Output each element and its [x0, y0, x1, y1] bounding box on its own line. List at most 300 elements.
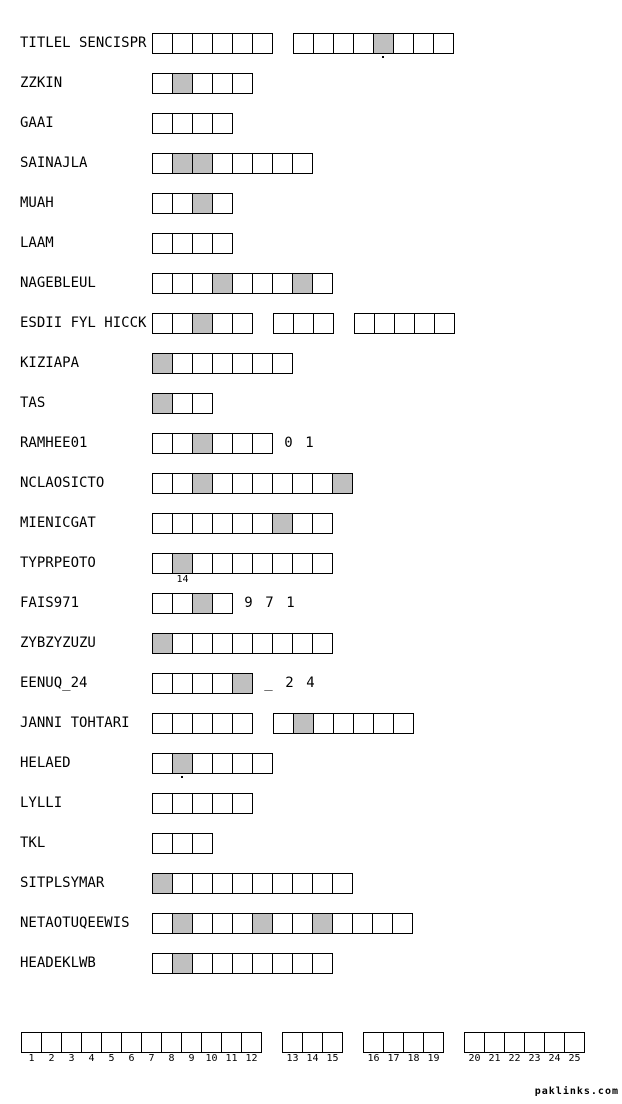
letter-box[interactable]: [292, 553, 313, 574]
puzzle-row: [20, 793, 253, 814]
answer-box[interactable]: [564, 1032, 585, 1053]
letter-box-shaded[interactable]: [172, 953, 193, 974]
letter-boxes-group: [152, 73, 253, 94]
letter-box[interactable]: [172, 513, 193, 534]
letter-box[interactable]: [192, 73, 213, 94]
letter-box[interactable]: [192, 273, 213, 294]
puzzle-row: [20, 433, 320, 454]
answer-number-label: 13: [286, 1053, 299, 1064]
answer-number-label: 8: [168, 1053, 175, 1064]
letter-box[interactable]: [352, 913, 373, 934]
letter-box[interactable]: [212, 953, 233, 974]
letter-box[interactable]: [272, 873, 293, 894]
letter-box[interactable]: [232, 553, 253, 574]
letter-box-shaded[interactable]: [192, 313, 213, 334]
clue-label: NETAOTUQEEWIS: [20, 915, 130, 931]
letter-boxes-group: [152, 913, 413, 934]
letter-box[interactable]: [232, 73, 253, 94]
letter-box[interactable]: [312, 513, 333, 534]
letter-box[interactable]: [313, 713, 334, 734]
letter-box[interactable]: [212, 33, 233, 54]
letter-boxes: [152, 113, 233, 134]
letter-box[interactable]: [232, 473, 253, 494]
letter-box-shaded[interactable]: [192, 193, 213, 214]
answer-number-label: 25: [568, 1053, 581, 1064]
answer-box[interactable]: [181, 1032, 202, 1053]
letter-box[interactable]: [433, 33, 454, 54]
letter-boxes: [152, 313, 455, 334]
letter-box-shaded[interactable]: [152, 873, 173, 894]
letter-box[interactable]: [333, 713, 354, 734]
letter-box[interactable]: [152, 113, 173, 134]
letter-box[interactable]: [212, 513, 233, 534]
answer-box[interactable]: [322, 1032, 343, 1053]
letter-boxes-group: [152, 833, 213, 854]
letter-box[interactable]: [232, 273, 253, 294]
letter-box-shaded[interactable]: [272, 513, 293, 534]
answer-number-label: 10: [205, 1053, 218, 1064]
letter-box[interactable]: [152, 313, 173, 334]
letter-boxes-group: [152, 193, 233, 214]
answer-number-label: 7: [148, 1053, 155, 1064]
letter-box[interactable]: [272, 273, 293, 294]
letter-box[interactable]: [172, 673, 193, 694]
letter-box[interactable]: [152, 753, 173, 774]
answer-box[interactable]: [403, 1032, 424, 1053]
puzzle-row: [20, 553, 333, 585]
letter-box[interactable]: [172, 273, 193, 294]
letter-box[interactable]: [272, 353, 293, 374]
letter-box[interactable]: [212, 153, 233, 174]
letter-box[interactable]: [192, 913, 213, 934]
letter-box-shaded[interactable]: [192, 593, 213, 614]
letter-box[interactable]: [413, 33, 434, 54]
letter-box[interactable]: [212, 313, 233, 334]
letter-box[interactable]: [272, 953, 293, 974]
letter-box[interactable]: [392, 913, 413, 934]
clue-label: ZYBZYZUZU: [20, 635, 96, 651]
letter-box[interactable]: [172, 113, 193, 134]
answer-strip-group: [21, 1032, 262, 1065]
answer-box[interactable]: [121, 1032, 142, 1053]
letter-box[interactable]: [232, 873, 253, 894]
answer-box[interactable]: [21, 1032, 42, 1053]
letter-box-shaded[interactable]: [332, 473, 353, 494]
puzzle-row: [20, 753, 273, 774]
letter-box-shaded[interactable]: [172, 73, 193, 94]
letter-box[interactable]: [373, 713, 394, 734]
puzzle-row: [20, 73, 253, 94]
answer-number-label: 1: [28, 1053, 35, 1064]
clue-label: JANNI TOHTARI: [20, 715, 130, 731]
clue-label: SITPLSYMAR: [20, 875, 105, 891]
letter-box[interactable]: [172, 393, 193, 414]
letter-box[interactable]: [252, 633, 273, 654]
box-number-label: 14: [176, 574, 189, 585]
letter-box[interactable]: [152, 193, 173, 214]
letter-box[interactable]: [152, 793, 173, 814]
letter-boxes-group: [152, 713, 253, 734]
letter-box-shaded[interactable]: [152, 633, 173, 654]
hint-character: 7: [265, 595, 274, 611]
puzzle-row: [20, 513, 333, 534]
letter-box[interactable]: [252, 273, 273, 294]
answer-box[interactable]: [383, 1032, 404, 1053]
answer-box[interactable]: [282, 1032, 303, 1053]
letter-box[interactable]: [172, 33, 193, 54]
letter-box[interactable]: [272, 153, 293, 174]
answer-box[interactable]: [504, 1032, 525, 1053]
letter-box[interactable]: [152, 553, 173, 574]
letter-box[interactable]: [212, 713, 233, 734]
letter-box[interactable]: [152, 33, 173, 54]
letter-box[interactable]: [212, 873, 233, 894]
answer-numbers: [282, 1053, 343, 1065]
answer-number-label: 23: [528, 1053, 541, 1064]
letter-boxes-group: [293, 33, 454, 54]
letter-box[interactable]: [252, 553, 273, 574]
answer-number-label: 16: [367, 1053, 380, 1064]
puzzle-row: [20, 953, 333, 974]
letter-box[interactable]: [374, 313, 395, 334]
letter-box[interactable]: [152, 673, 173, 694]
clue-label: TITLEL SENCISPR: [20, 35, 147, 51]
letter-box[interactable]: [152, 593, 173, 614]
letter-boxes-group: [152, 593, 233, 614]
letter-box-shaded[interactable]: [192, 473, 213, 494]
answer-number-label: 5: [108, 1053, 115, 1064]
letter-box[interactable]: [212, 673, 233, 694]
letter-box[interactable]: [292, 873, 313, 894]
answer-number-label: 12: [245, 1053, 258, 1064]
hint-character: 0: [284, 435, 293, 451]
letter-box[interactable]: [252, 153, 273, 174]
letter-box[interactable]: [232, 313, 253, 334]
letter-box[interactable]: [312, 273, 333, 294]
letter-box-shaded[interactable]: [152, 393, 173, 414]
hint-character: 9: [244, 595, 253, 611]
letter-box[interactable]: [313, 313, 334, 334]
letter-box[interactable]: [273, 713, 294, 734]
letter-box[interactable]: [172, 793, 193, 814]
clue-label: TYPRPEOTO: [20, 555, 96, 571]
letter-box[interactable]: [292, 953, 313, 974]
letter-box[interactable]: [312, 633, 333, 654]
puzzle-row: [20, 353, 293, 374]
answer-number-label: 6: [128, 1053, 135, 1064]
letter-boxes: [152, 473, 353, 494]
letter-box[interactable]: [292, 153, 313, 174]
answer-number-label: 20: [468, 1053, 481, 1064]
letter-box[interactable]: [353, 713, 374, 734]
letter-box-shaded[interactable]: [172, 153, 193, 174]
letter-box[interactable]: [252, 33, 273, 54]
letter-box[interactable]: [393, 713, 414, 734]
letter-box[interactable]: [272, 553, 293, 574]
letter-boxes-group: [152, 553, 333, 585]
letter-box[interactable]: [414, 313, 435, 334]
letter-box[interactable]: [192, 353, 213, 374]
letter-box-shaded[interactable]: [252, 913, 273, 934]
letter-box[interactable]: [232, 753, 253, 774]
letter-boxes: [152, 233, 233, 254]
letter-boxes-group: [152, 793, 253, 814]
letter-box[interactable]: [152, 273, 173, 294]
letter-box-shaded[interactable]: [292, 273, 313, 294]
letter-box[interactable]: [152, 153, 173, 174]
puzzle-row: [20, 873, 353, 894]
letter-box[interactable]: [232, 353, 253, 374]
answer-box[interactable]: [41, 1032, 62, 1053]
answer-box[interactable]: [464, 1032, 485, 1053]
letter-box[interactable]: [172, 313, 193, 334]
clue-label: LAAM: [20, 235, 54, 251]
letter-box[interactable]: [152, 233, 173, 254]
punctuation-dot: [382, 56, 384, 58]
letter-box[interactable]: [232, 153, 253, 174]
letter-box[interactable]: [152, 73, 173, 94]
letter-box[interactable]: [252, 433, 273, 454]
letter-box[interactable]: [354, 313, 375, 334]
clue-label: ESDII FYL HICCK: [20, 315, 147, 331]
answer-box[interactable]: [302, 1032, 323, 1053]
letter-box-shaded[interactable]: [312, 913, 333, 934]
letter-box[interactable]: [394, 313, 415, 334]
puzzle-row: [20, 633, 333, 654]
letter-box-shaded[interactable]: [172, 553, 193, 574]
letter-box[interactable]: [232, 953, 253, 974]
letter-box[interactable]: [192, 233, 213, 254]
letter-boxes: [152, 73, 253, 94]
letter-box[interactable]: [212, 473, 233, 494]
letter-boxes: [152, 953, 333, 974]
letter-box[interactable]: [192, 553, 213, 574]
letter-box[interactable]: [232, 793, 253, 814]
letter-box-shaded[interactable]: [172, 753, 193, 774]
hint-characters: [278, 433, 320, 454]
letter-box[interactable]: [192, 953, 213, 974]
letter-box[interactable]: [293, 33, 314, 54]
letter-box[interactable]: [192, 513, 213, 534]
clue-label: NAGEBLEUL: [20, 275, 96, 291]
letter-box-shaded[interactable]: [373, 33, 394, 54]
letter-box[interactable]: [232, 33, 253, 54]
answer-box[interactable]: [101, 1032, 122, 1053]
puzzle-row: [20, 33, 454, 54]
letter-box[interactable]: [152, 713, 173, 734]
letter-box-shaded[interactable]: [293, 713, 314, 734]
answer-number-label: 4: [88, 1053, 95, 1064]
answer-number-label: 9: [188, 1053, 195, 1064]
answer-number-label: 21: [488, 1053, 501, 1064]
letter-box[interactable]: [434, 313, 455, 334]
letter-box[interactable]: [192, 833, 213, 854]
letter-box[interactable]: [212, 593, 233, 614]
letter-box[interactable]: [172, 433, 193, 454]
letter-box-shaded[interactable]: [152, 353, 173, 374]
letter-box[interactable]: [212, 793, 233, 814]
puzzle-row: [20, 473, 353, 494]
hint-characters: [258, 673, 321, 694]
answer-box[interactable]: [221, 1032, 242, 1053]
letter-box[interactable]: [212, 633, 233, 654]
letter-box[interactable]: [313, 33, 334, 54]
clue-label: LYLLI: [20, 795, 63, 811]
puzzle-row: [20, 913, 413, 934]
letter-box[interactable]: [152, 473, 173, 494]
letter-box[interactable]: [192, 753, 213, 774]
letter-box[interactable]: [172, 233, 193, 254]
answer-box[interactable]: [81, 1032, 102, 1053]
letter-box[interactable]: [332, 873, 353, 894]
letter-box[interactable]: [212, 753, 233, 774]
clue-label: EENUQ_24: [20, 675, 88, 691]
letter-box[interactable]: [172, 353, 193, 374]
letter-box-shaded[interactable]: [192, 153, 213, 174]
letter-boxes-group: [152, 473, 353, 494]
letter-box[interactable]: [152, 833, 173, 854]
clue-label: MIENICGAT: [20, 515, 96, 531]
letter-box[interactable]: [292, 913, 313, 934]
letter-boxes: [152, 33, 454, 54]
letter-box[interactable]: [332, 913, 353, 934]
letter-box[interactable]: [192, 113, 213, 134]
answer-box[interactable]: [61, 1032, 82, 1053]
answer-box[interactable]: [141, 1032, 162, 1053]
letter-box[interactable]: [192, 713, 213, 734]
letter-box[interactable]: [272, 633, 293, 654]
letter-boxes: [152, 433, 273, 454]
letter-box[interactable]: [172, 633, 193, 654]
letter-box[interactable]: [152, 433, 173, 454]
letter-box[interactable]: [252, 753, 273, 774]
letter-box[interactable]: [333, 33, 354, 54]
letter-box[interactable]: [272, 473, 293, 494]
puzzle-row: [20, 233, 233, 254]
answer-box[interactable]: [201, 1032, 222, 1053]
answer-box[interactable]: [161, 1032, 182, 1053]
letter-boxes-group: [273, 313, 334, 334]
letter-box[interactable]: [172, 193, 193, 214]
answer-box[interactable]: [524, 1032, 545, 1053]
letter-box[interactable]: [232, 633, 253, 654]
hint-character: 1: [286, 595, 295, 611]
letter-box[interactable]: [293, 313, 314, 334]
letter-box[interactable]: [353, 33, 374, 54]
letter-box[interactable]: [192, 633, 213, 654]
letter-box[interactable]: [172, 873, 193, 894]
letter-box[interactable]: [292, 633, 313, 654]
letter-box[interactable]: [192, 873, 213, 894]
letter-box[interactable]: [152, 513, 173, 534]
answer-number-label: 18: [407, 1053, 420, 1064]
letter-box[interactable]: [252, 873, 273, 894]
letter-box[interactable]: [372, 913, 393, 934]
letter-box[interactable]: [212, 193, 233, 214]
letter-box[interactable]: [252, 353, 273, 374]
letter-box[interactable]: [273, 313, 294, 334]
answer-numbers: [363, 1053, 444, 1065]
letter-box[interactable]: [252, 953, 273, 974]
letter-box[interactable]: [272, 913, 293, 934]
letter-box[interactable]: [172, 593, 193, 614]
answer-numbers: [464, 1053, 585, 1065]
letter-box[interactable]: [172, 473, 193, 494]
letter-boxes: [152, 153, 313, 174]
letter-box[interactable]: [212, 113, 233, 134]
letter-box[interactable]: [393, 33, 414, 54]
letter-box[interactable]: [312, 553, 333, 574]
letter-boxes-group: [152, 433, 273, 454]
letter-boxes: [152, 393, 213, 414]
answer-number-label: 2: [48, 1053, 55, 1064]
letter-box[interactable]: [252, 473, 273, 494]
letter-box[interactable]: [152, 913, 173, 934]
answer-numbers: [21, 1053, 262, 1065]
letter-box[interactable]: [232, 713, 253, 734]
clue-label: RAMHEE01: [20, 435, 88, 451]
answer-box[interactable]: [423, 1032, 444, 1053]
letter-box[interactable]: [192, 673, 213, 694]
answer-box[interactable]: [484, 1032, 505, 1053]
letter-box[interactable]: [232, 433, 253, 454]
letter-box[interactable]: [252, 513, 273, 534]
answer-number-label: 22: [508, 1053, 521, 1064]
letter-box[interactable]: [152, 953, 173, 974]
letter-box-shaded[interactable]: [192, 433, 213, 454]
letter-box-shaded[interactable]: [172, 913, 193, 934]
letter-box[interactable]: [232, 513, 253, 534]
letter-box-shaded[interactable]: [212, 273, 233, 294]
hint-character: 4: [306, 675, 315, 691]
letter-box[interactable]: [172, 713, 193, 734]
letter-box[interactable]: [212, 233, 233, 254]
letter-boxes-group: [152, 233, 233, 254]
letter-box[interactable]: [212, 73, 233, 94]
letter-box[interactable]: [312, 473, 333, 494]
clue-label: GAAI: [20, 115, 54, 131]
answer-box[interactable]: [363, 1032, 384, 1053]
letter-box[interactable]: [172, 833, 193, 854]
letter-boxes-group: [152, 113, 233, 134]
letter-box[interactable]: [212, 913, 233, 934]
letter-boxes: [152, 833, 213, 854]
puzzle-row: [20, 593, 301, 614]
letter-boxes-group: [152, 33, 273, 54]
letter-box-shaded[interactable]: [232, 673, 253, 694]
clue-label: NCLAOSICTO: [20, 475, 105, 491]
answer-box[interactable]: [544, 1032, 565, 1053]
letter-box[interactable]: [212, 433, 233, 454]
letter-box[interactable]: [192, 793, 213, 814]
puzzle-row: [20, 193, 233, 214]
letter-boxes-group: [152, 753, 273, 774]
letter-box[interactable]: [192, 33, 213, 54]
letter-box[interactable]: [192, 393, 213, 414]
letter-box[interactable]: [312, 873, 333, 894]
letter-box[interactable]: [232, 913, 253, 934]
answer-box[interactable]: [241, 1032, 262, 1053]
letter-box[interactable]: [292, 473, 313, 494]
letter-box[interactable]: [212, 353, 233, 374]
hint-characters: [238, 593, 301, 614]
letter-box[interactable]: [292, 513, 313, 534]
letter-box[interactable]: [212, 553, 233, 574]
answer-number-label: 19: [427, 1053, 440, 1064]
puzzle-row: [20, 113, 233, 134]
letter-box[interactable]: [312, 953, 333, 974]
answer-boxes: [363, 1032, 444, 1053]
